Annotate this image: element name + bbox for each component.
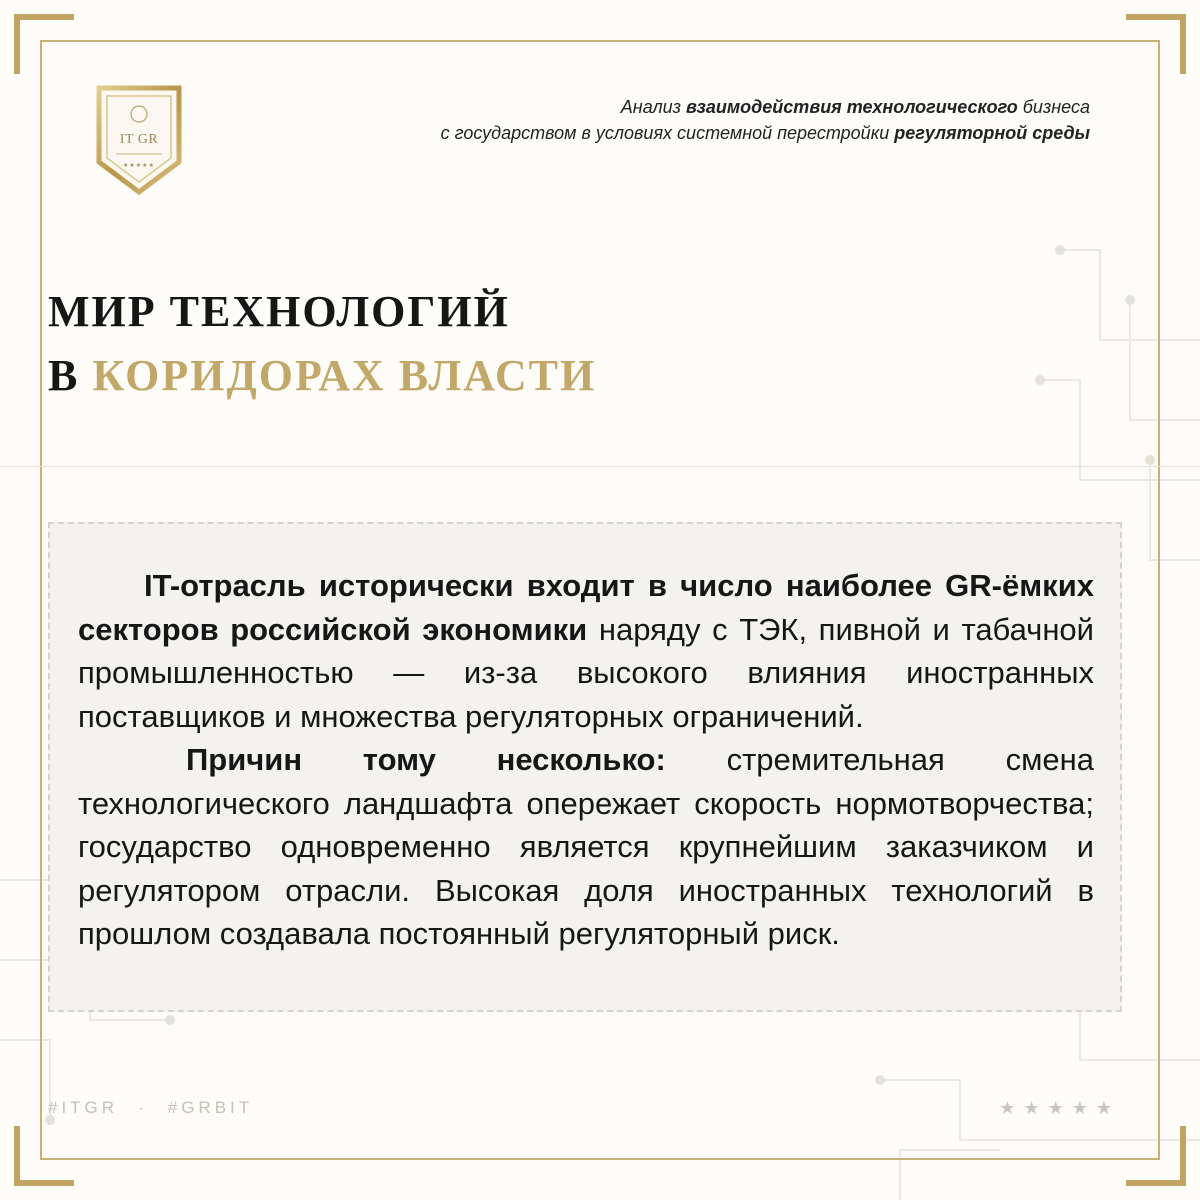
rating-stars: ★★★★★ [999, 1098, 1120, 1118]
title-line-1: МИР ТЕХНОЛОГИЙ [48, 287, 510, 336]
page-title [48, 280, 596, 408]
frame-corner-bottom-right [1126, 1126, 1186, 1186]
header-line-2: с государством в условиях системной перестройки регуляторной среды [440, 123, 1090, 143]
paragraph-2: Причин тому несколько: стремительная смена технологического ландшафта опережает скорость нормотворчества; государство одновременно является крупнейшим заказчиком и регулятором отрасли. Высокая доля иностранных технологий в прошлом создавала постоянный регуляторный риск. [78, 742, 1094, 951]
header-line-1: Анализ взаимодействия технологического бизнеса [620, 97, 1090, 117]
hashtag-itgr: #ITGR [48, 1098, 119, 1117]
hashtag-grbit: #GRBIT [167, 1098, 254, 1117]
frame-corner-top-left [14, 14, 74, 74]
hashtag-separator: · [138, 1098, 148, 1117]
frame-corner-bottom-left [14, 1126, 74, 1186]
paragraph-1: IT-отрасль исторически входит в число наиболее GR-ёмких секторов российской экономики наряду с ТЭК, пивной и табачной промышленностью — из-за высокого влияния иностранных поставщиков и множества регуляторных ограничений. [78, 568, 1094, 734]
frame-corner-top-right [1126, 14, 1186, 74]
body-text [78, 564, 1094, 956]
hashtags [48, 1098, 253, 1118]
title-line-2-prefix: В [48, 351, 80, 400]
divider [0, 466, 1200, 467]
itgr-logo [96, 84, 182, 196]
header-subtitle [270, 94, 1090, 146]
title-line-2-gold: КОРИДОРАХ ВЛАСТИ [92, 351, 597, 400]
logo-stars: ★★★★★ [123, 163, 155, 169]
logo-text: IT GR [119, 132, 159, 147]
